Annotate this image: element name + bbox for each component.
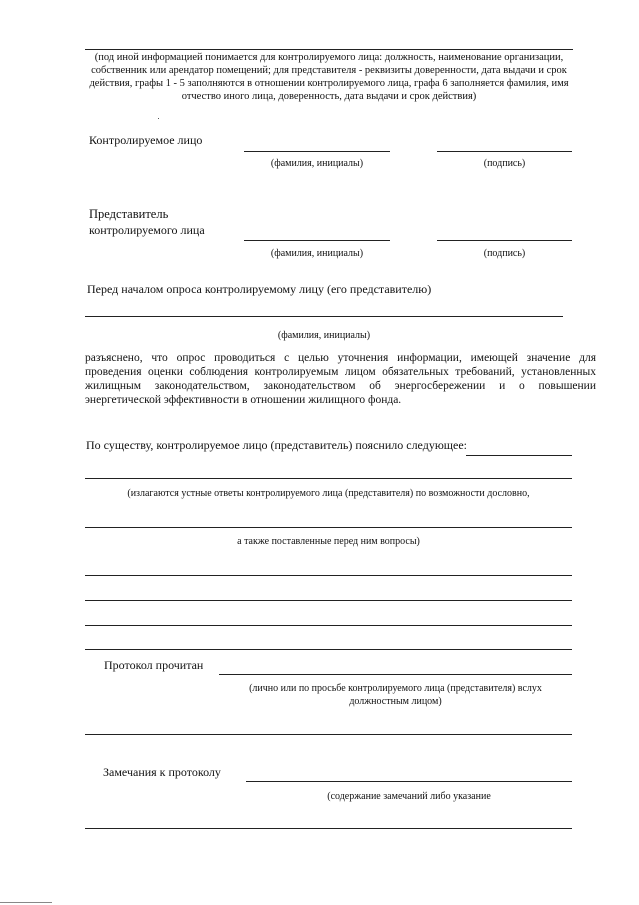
- top-rule: [85, 49, 573, 50]
- protocol-read-line-2[interactable]: [85, 734, 572, 735]
- controlled-person-label: Контролируемое лицо: [89, 133, 203, 147]
- statement-line-1[interactable]: [85, 478, 572, 479]
- remarks-line[interactable]: [246, 781, 572, 782]
- controlled-person-name-caption: (фамилия, инициалы): [270, 158, 364, 169]
- statement-caption-2: а также поставленные перед ним вопросы): [237, 536, 420, 547]
- scan-edge-mark: [0, 902, 52, 903]
- controlled-person-signature-line[interactable]: [437, 151, 572, 152]
- explanation-intro: Перед началом опроса контролируемому лицу (его представителю): [87, 282, 432, 296]
- remarks-caption: (содержание замечаний либо указание: [327, 791, 491, 802]
- statement-line-4[interactable]: [85, 600, 572, 601]
- statement-caption-1: (излагаются устные ответы контролируемого лица (представителя) по возможности дословно,: [127, 488, 530, 499]
- remarks-line-2[interactable]: [85, 828, 572, 829]
- representative-label-1: Представитель: [89, 207, 169, 221]
- scan-dot: [158, 118, 159, 119]
- explanation-paragraph: разъяснено, что опрос проводиться с целью уточнения информации, имеющей значение для проведения оценки соблюдения контролируемым лицом обязательных требований, установленных жилищным законодательством, законодательством об энергосбережении и о повышении энергетической эффективности в отношении жилищного фонда.: [85, 352, 596, 406]
- protocol-read-line[interactable]: [219, 674, 572, 675]
- protocol-read-label: Протокол прочитан: [104, 658, 204, 672]
- statement-short-line[interactable]: [466, 455, 572, 456]
- statement-line-6[interactable]: [85, 649, 572, 650]
- explanation-name-caption: (фамилия, инициалы): [277, 330, 371, 341]
- protocol-read-caption-2: должностным лицом): [349, 696, 442, 707]
- header-note: (под иной информацией понимается для контролируемого лица: должность, наименование организации, собственник или арендатор помещений; для представителя - реквизиты доверенности, дата выдачи и срок действия, графы 1 - 5 заполняются в отношении контролируемого лица, графа 6 заполняется фамилия, имя отчество иного лица, доверенность, дата выдачи и срок действия): [89, 52, 569, 102]
- remarks-label: Замечания к протоколу: [103, 765, 221, 779]
- representative-signature-caption: (подпись): [483, 248, 526, 259]
- representative-name-caption: (фамилия, инициалы): [270, 248, 364, 259]
- explanation-name-line[interactable]: [85, 316, 563, 317]
- representative-name-line[interactable]: [244, 240, 390, 241]
- controlled-person-signature-caption: (подпись): [483, 158, 526, 169]
- representative-signature-line[interactable]: [437, 240, 572, 241]
- protocol-read-caption-1: (лично или по просьбе контролируемого лица (представителя) вслух: [249, 683, 542, 694]
- statement-line-2[interactable]: [85, 527, 572, 528]
- statement-intro: По существу, контролируемое лицо (представитель) пояснило следующее:: [86, 438, 468, 452]
- statement-line-3[interactable]: [85, 575, 572, 576]
- representative-label-2: контролируемого лица: [89, 223, 205, 237]
- statement-line-5[interactable]: [85, 625, 572, 626]
- controlled-person-name-line[interactable]: [244, 151, 390, 152]
